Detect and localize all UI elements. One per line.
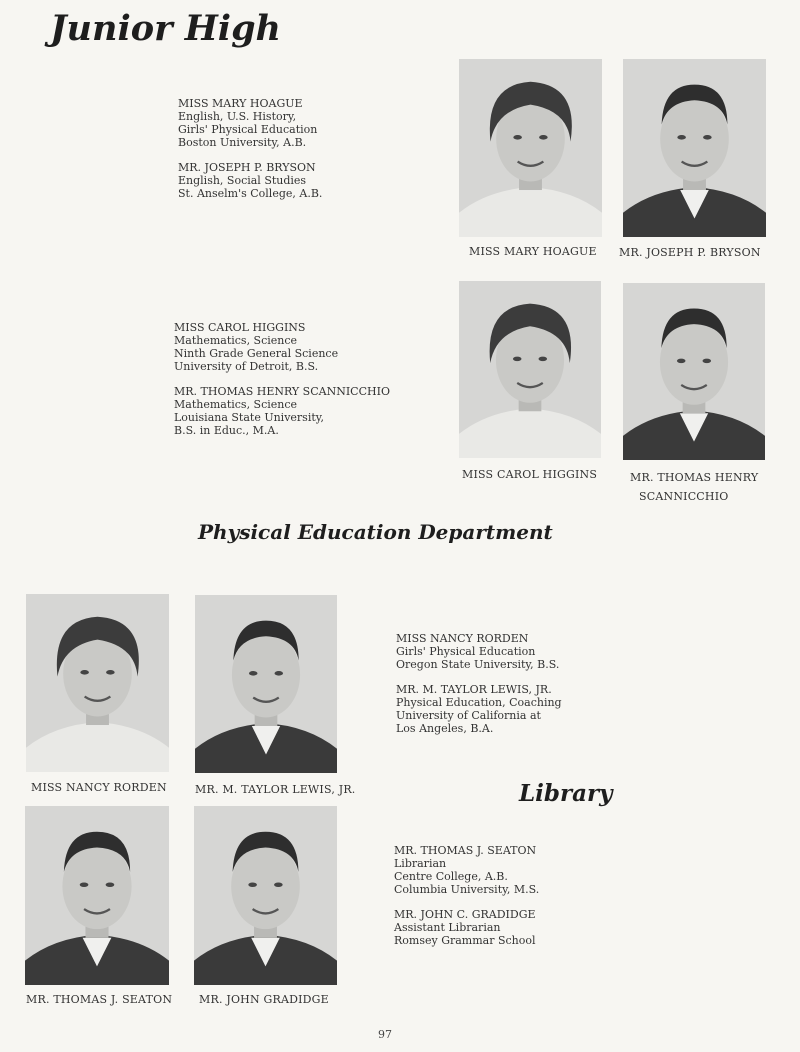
bio-name: MR. JOHN C. GRADIDGE [394, 908, 536, 921]
bio-detail: Boston University, A.B. [178, 136, 307, 149]
section-title-library: Library [519, 780, 613, 807]
page-number: 97 [378, 1028, 392, 1041]
bio-detail: English, Social Studies [178, 174, 307, 187]
bio-detail: Girls' Physical Education [178, 123, 318, 136]
bio-block-rorden-lewis [396, 632, 562, 735]
photo-caption: MR. THOMAS HENRY [630, 471, 759, 484]
bio-name: MR. THOMAS HENRY SCANNICCHIO [174, 385, 390, 398]
portrait-photo [623, 59, 766, 237]
bio-entry [394, 908, 539, 947]
bio-detail: Romsey Grammar School [394, 934, 536, 947]
portrait-photo [194, 806, 337, 985]
portrait-photo [26, 594, 169, 772]
section-title-physical-education: Physical Education Department [198, 520, 553, 544]
photo-caption: MISS CAROL HIGGINS [462, 468, 598, 481]
bio-name: MISS CAROL HIGGINS [174, 321, 306, 334]
bio-name: MR. THOMAS J. SEATON [394, 844, 537, 857]
bio-detail: Louisiana State University, [174, 411, 325, 424]
photo-caption: MR. M. TAYLOR LEWIS, JR. [195, 783, 356, 796]
bio-entry [394, 844, 539, 896]
bio-entry [178, 97, 322, 149]
bio-block-higgins-scannicchio [174, 321, 390, 437]
portrait-photo [25, 806, 169, 985]
bio-entry [174, 385, 390, 437]
bio-detail: Los Angeles, B.A. [396, 722, 494, 735]
bio-detail: St. Anselm's College, A.B. [178, 187, 323, 200]
photo-caption: MISS MARY HOAGUE [469, 245, 597, 258]
bio-block-seaton-gradidge [394, 844, 539, 947]
bio-name: MR. M. TAYLOR LEWIS, JR. [396, 683, 552, 696]
bio-detail: Mathematics, Science [174, 398, 298, 411]
bio-entry [396, 632, 562, 671]
bio-detail: Ninth Grade General Science [174, 347, 339, 360]
bio-name: MISS MARY HOAGUE [178, 97, 303, 110]
bio-name: MISS NANCY RORDEN [396, 632, 529, 645]
portrait-photo [459, 59, 602, 237]
photo-caption: SCANNICCHIO [639, 490, 729, 503]
bio-detail: Librarian [394, 857, 447, 870]
bio-detail: Assistant Librarian [394, 921, 501, 934]
portrait-photo [623, 283, 765, 460]
photo-caption: MR. JOHN GRADIDGE [199, 993, 329, 1006]
photo-caption: MR. JOSEPH P. BRYSON [619, 246, 761, 259]
bio-block-hoague-bryson [178, 97, 322, 200]
bio-detail: Oregon State University, B.S. [396, 658, 560, 671]
bio-detail: Centre College, A.B. [394, 870, 508, 883]
bio-detail: English, U.S. History, [178, 110, 297, 123]
bio-entry [178, 161, 322, 200]
bio-entry [396, 683, 562, 735]
bio-detail: Physical Education, Coaching [396, 696, 562, 709]
photo-caption: MISS NANCY RORDEN [31, 781, 167, 794]
portrait-photo [459, 281, 601, 458]
photo-caption: MR. THOMAS J. SEATON [26, 993, 173, 1006]
section-title-junior-high: Junior High [50, 8, 282, 49]
bio-detail: Columbia University, M.S. [394, 883, 540, 896]
bio-detail: Girls' Physical Education [396, 645, 536, 658]
bio-detail: B.S. in Educ., M.A. [174, 424, 279, 437]
bio-name: MR. JOSEPH P. BRYSON [178, 161, 316, 174]
bio-detail: Mathematics, Science [174, 334, 298, 347]
bio-entry [174, 321, 390, 373]
bio-detail: University of Detroit, B.S. [174, 360, 319, 373]
bio-detail: University of California at [396, 709, 541, 722]
portrait-photo [195, 595, 337, 773]
